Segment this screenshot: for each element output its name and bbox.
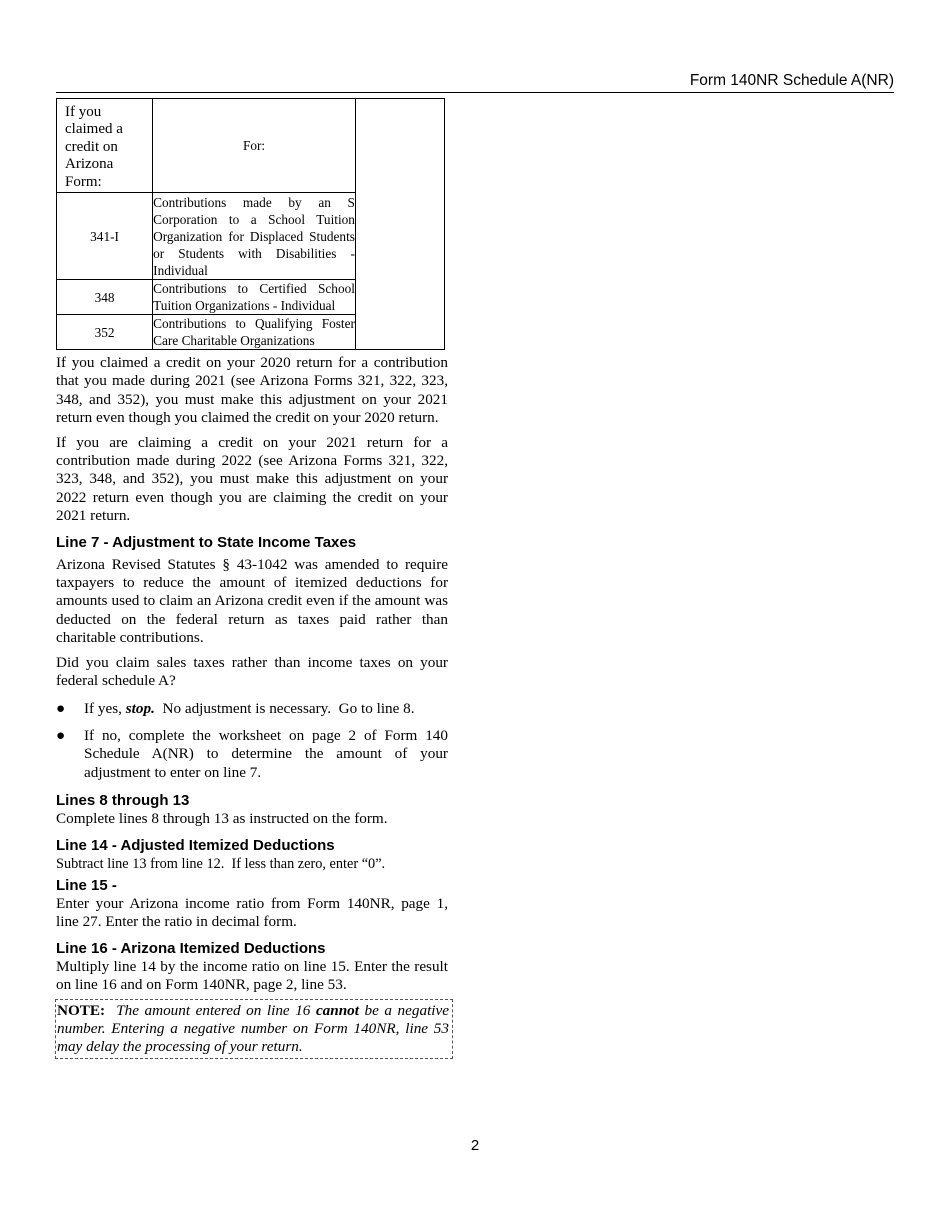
line7-question: Did you claim sales taxes rather than income taxes on your federal schedule A? [56,653,448,690]
col-for-header: For: [153,99,356,193]
paragraph-2021-credit: If you are claiming a credit on your 2021 return for a contribution made during 2022 (see Arizona Forms 321, 322, 323, 348, and 352), you must make this adjustment on your 2022 return even though you are claiming the credit on your 2021 return. [56,433,448,525]
note-text-a: The amount entered on line 16 [105,1001,316,1019]
bullet-no-text: If no, complete the worksheet on page 2 of Form 140 Schedule A(NR) to determine the amount of your adjustment to enter on line 7. [84,726,448,781]
lines8-13-heading: Lines 8 through 13 [56,792,190,810]
bullet-yes-rest: No adjustment is necessary. Go to line 8. [154,699,415,717]
blank-column [355,99,444,350]
description-cell: Contributions to Certified School Tuition Organizations - Individual [153,281,355,313]
lines8-13-text: Complete lines 8 through 13 as instructed on the form. [56,810,388,828]
form-title: Form 140NR Schedule A(NR) [689,72,894,89]
credit-forms-table [56,98,445,350]
col-form-header: If you claimed a credit on Arizona Form: [57,99,153,193]
note-box [55,999,453,1059]
line15-heading: Line 15 - [56,876,117,894]
form-number-cell: 341-I [57,193,153,280]
form-number-cell: 352 [57,315,153,350]
header-rule [56,92,894,93]
page-number: 2 [470,1137,480,1154]
line14-heading: Line 14 - Adjusted Itemized Deductions [56,836,335,854]
note-label: NOTE: [57,1001,106,1019]
line16-text: Multiply line 14 by the income ratio on line 15. Enter the result on line 16 and on Form 140NR, page 2, line 53. [56,957,448,994]
line16-heading: Line 16 - Arizona Itemized Deductions [56,939,326,957]
note-paragraph [56,1002,449,1057]
description-cell: Contributions to Qualifying Foster Care Charitable Organizations [153,316,355,348]
line7-heading: Line 7 - Adjustment to State Income Taxes [56,533,357,551]
bullet-yes [56,700,448,718]
form-number-cell: 348 [57,280,153,315]
line14-text: Subtract line 13 from line 12. If less than zero, enter “0”. [56,855,386,872]
bullet-dot: ● [56,726,66,744]
description-cell: Contributions made by an S Corporation to a School Tuition Organization for Displaced Students or Students with Disabilities - Individual [153,194,355,278]
paragraph-2020-credit: If you claimed a credit on your 2020 return for a contribution that you made during 2021 (see Arizona Forms 321, 322, 323, 348, and 352), you must make this adjustment on your 2021 return even though you claimed the credit on your 2020 return. [56,354,448,427]
instructions-column [56,98,448,1059]
line7-paragraph: Arizona Revised Statutes § 43-1042 was amended to require taxpayers to reduce the amount of itemized deductions for amounts used to claim an Arizona credit even if the amount was deducted on the federal return as taxes paid rather than charitable contributions. [56,555,448,647]
note-text-b: be a negative number. Entering a negative number on Form 140NR, line 53 may delay the processing of your return. [57,1001,449,1056]
bullet-yes-prefix: If yes, [84,699,126,717]
note-cannot: cannot [315,1001,359,1019]
bullet-yes-stop: stop. [125,699,155,717]
bullet-no [56,727,448,782]
bullet-dot: ● [56,699,66,717]
table-header-row [57,99,445,193]
line15-text: Enter your Arizona income ratio from Form 140NR, page 1, line 27. Enter the ratio in decimal form. [56,894,448,931]
